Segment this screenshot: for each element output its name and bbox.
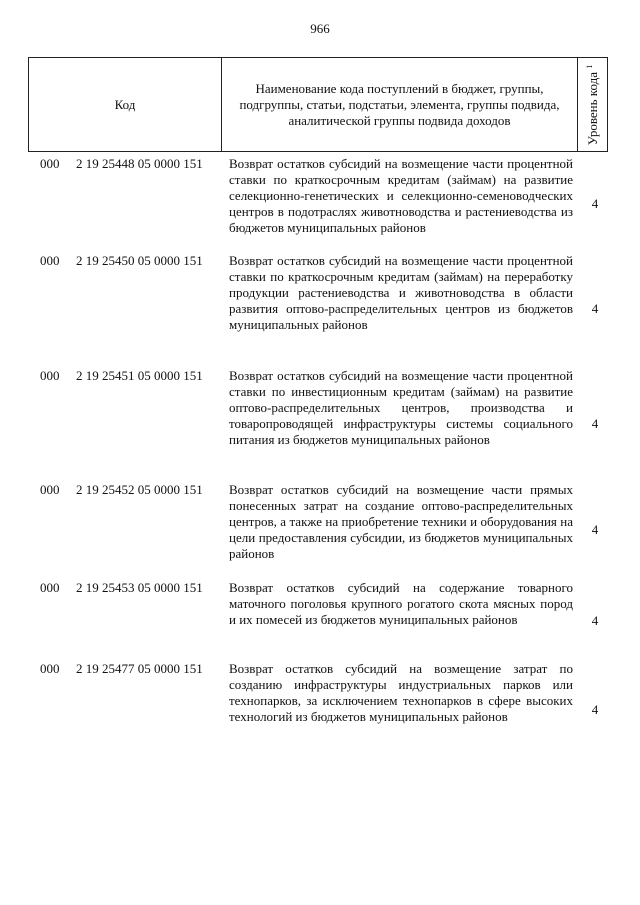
revenue-name: Возврат остатков субсидий на возмещение части процентной ставки по инвестиционным кредитам (займам) на развитие оптово-распределительных центров, производства и товаропроводящей инфраструктуры системы социального питания из бюджетов муниципальных районов xyxy=(229,368,573,447)
revenue-code: 2 19 25453 05 0000 151 xyxy=(76,580,203,595)
revenue-name: Возврат остатков субсидий на возмещение части процентной ставки по краткосрочным кредитам (займам) на переработку продукции растениеводства и животноводства в области развития оптово-распределительных центров из бюджетов муниципальных районов xyxy=(229,253,573,332)
code-level: 4 xyxy=(591,196,599,211)
header-code: Код xyxy=(29,58,222,151)
header-level xyxy=(578,58,607,151)
page-number: 966 xyxy=(310,21,330,36)
revenue-name: Возврат остатков субсидий на содержание товарного маточного поголовья крупного рогатого скота мясных пород и их помесей из бюджетов муниципальных районов xyxy=(229,580,573,627)
revenue-code: 2 19 25448 05 0000 151 xyxy=(76,156,203,171)
code-level: 4 xyxy=(591,702,599,717)
code-level: 4 xyxy=(591,522,599,537)
revenue-code: 2 19 25451 05 0000 151 xyxy=(76,368,203,383)
table-header xyxy=(28,57,608,152)
admin-code: 000 xyxy=(40,368,60,383)
header-level-text: Уровень кода xyxy=(584,71,600,145)
admin-code: 000 xyxy=(40,580,60,595)
header-name: Наименование кода поступлений в бюджет, группы, подгруппы, статьи, подстатьи, элемента, группы подвида, аналитической группы подвида доходов xyxy=(222,58,578,151)
admin-code: 000 xyxy=(40,253,60,268)
code-level: 4 xyxy=(591,416,599,431)
header-level-label xyxy=(584,64,600,144)
revenue-code: 2 19 25450 05 0000 151 xyxy=(76,253,203,268)
revenue-name: Возврат остатков субсидий на возмещение затрат по созданию инфраструктуры индустриальных парков или технопарков, за исключением технопарков в сфере высоких технологий из бюджетов муниципальных районов xyxy=(229,661,573,724)
admin-code: 000 xyxy=(40,482,60,497)
revenue-name: Возврат остатков субсидий на возмещение части прямых понесенных затрат на создание оптово-распределительных центров, а также на приобретение техники и оборудования на цели предоставления субсидии, из бюджетов муниципальных районов xyxy=(229,482,573,561)
header-level-footnote: 1 xyxy=(584,64,594,69)
revenue-code: 2 19 25452 05 0000 151 xyxy=(76,482,203,497)
code-level: 4 xyxy=(591,613,599,628)
revenue-name: Возврат остатков субсидий на возмещение части процентной ставки по краткосрочным кредитам (займам) на развитие селекционно-генетических и селекционно-семеноводческих центров в подотраслях животноводства и растениеводства из бюджетов муниципальных районов xyxy=(229,156,573,235)
revenue-code: 2 19 25477 05 0000 151 xyxy=(76,661,203,676)
admin-code: 000 xyxy=(40,661,60,676)
code-level: 4 xyxy=(591,301,599,316)
admin-code: 000 xyxy=(40,156,60,171)
